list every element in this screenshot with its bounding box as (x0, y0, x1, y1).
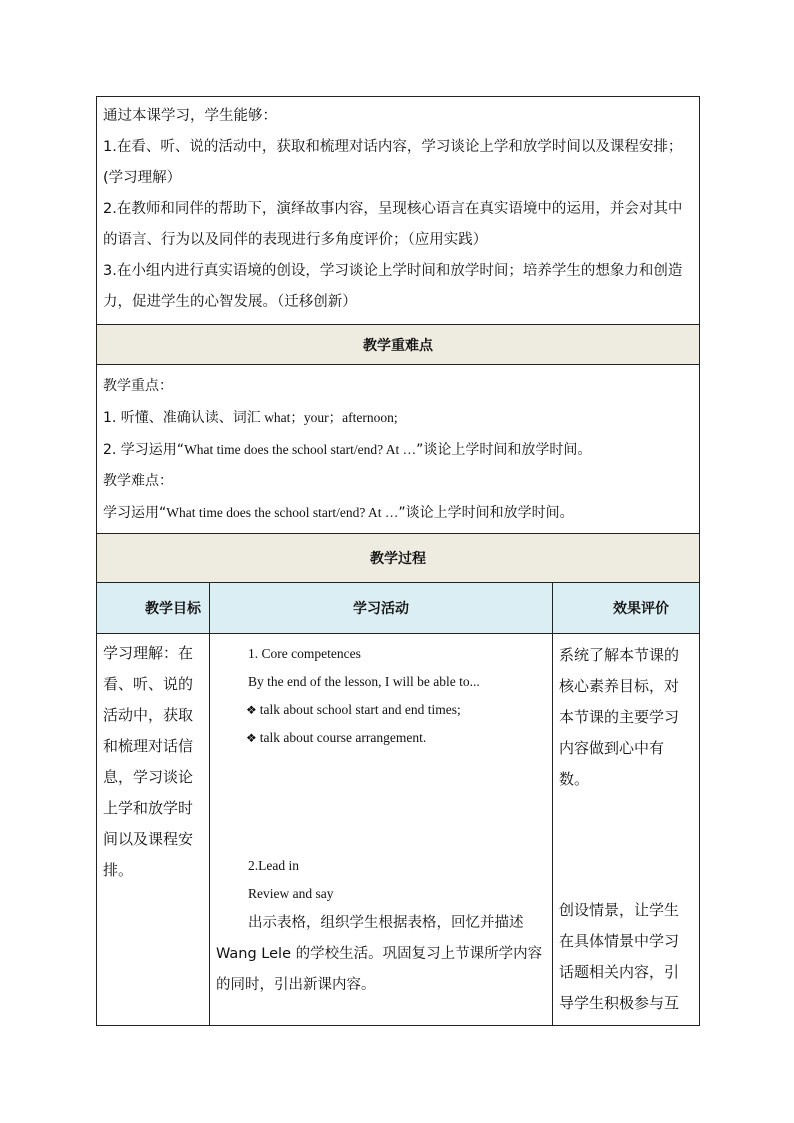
column-header-row (97, 583, 700, 634)
lead-in-subtitle: Review and say (248, 886, 334, 901)
lead-in-title: 2.Lead in (248, 858, 299, 873)
process-content-row (97, 634, 700, 1026)
difficult-points-label: 教学难点： (103, 473, 173, 489)
header-evaluation: 效果评价 (553, 583, 700, 634)
objectives-row (97, 97, 700, 325)
process-title: 教学过程 (97, 534, 700, 583)
process-header-row (97, 534, 700, 583)
difficult-point: 学习运用“What time does the school start/end? At …”谈论上学时间和放学时间。 (103, 505, 574, 521)
key-point-2: 2. 学习运用“What time does the school start/end? At …”谈论上学时间和放学时间。 (103, 442, 592, 458)
evaluation-cell (553, 634, 700, 1026)
core-competences-title: 1. Core competences (248, 646, 361, 661)
goal-cell (97, 634, 210, 1026)
evaluation-text-2: 创设情景，让学生在具体情景中学习话题相关内容，引导学生积极参与互 (559, 901, 680, 1012)
lead-in-paragraph: 出示表格，组织学生根据表格，回忆并描述 Wang Lele 的学校生活。巩固复习上节课所学内容的同时，引出新课内容。 (216, 915, 543, 993)
objective-item-1: 1.在看、听、说的活动中，获取和梳理对话内容，学习谈论上学和放学时间以及课程安排；(学习理解） (103, 139, 683, 186)
evaluation-text-1: 系统了解本节课的核心素养目标，对本节课的主要学习内容做到心中有数。 (559, 646, 680, 788)
key-difficult-cell (97, 365, 700, 534)
objectives-intro: 通过本课学习，学生能够： (103, 108, 277, 124)
objective-item-3: 3.在小组内进行真实语境的创设，学习谈论上学时间和放学时间；培养学生的想象力和创造力，促进学生的心智发展。（迁移创新） (103, 263, 683, 310)
lesson-plan-table (96, 96, 700, 1026)
bullet-item-1: ❖ talk about school start and end times; (246, 702, 461, 717)
goal-text: 学习理解：在看、听、说的活动中，获取和梳理对话信息，学习谈论上学和放学时间以及课程安排。 (103, 644, 194, 879)
key-difficult-row (97, 365, 700, 534)
objectives-cell (97, 97, 700, 325)
key-point-1: 1. 听懂、准确认读、词汇 what；your；afternoon; (103, 410, 398, 426)
lesson-plan-document (96, 96, 699, 1026)
header-activity: 学习活动 (210, 583, 553, 634)
objective-item-2: 2.在教师和同伴的帮助下，演绎故事内容，呈现核心语言在真实语境中的运用，并会对其中的语言、行为以及同伴的表现进行多角度评价；（应用实践） (103, 201, 683, 248)
activity-cell (210, 634, 553, 1026)
bullet-item-2: ❖ talk about course arrangement. (246, 730, 427, 745)
core-competences-intro: By the end of the lesson, I will be able to... (248, 674, 480, 689)
key-difficult-header-row (97, 325, 700, 365)
key-points-label: 教学重点： (103, 378, 173, 394)
diamond-bullet-icon: ❖ (246, 731, 257, 745)
key-difficult-title: 教学重难点 (97, 325, 700, 365)
diamond-bullet-icon: ❖ (246, 703, 257, 717)
header-goal: 教学目标 (97, 583, 210, 634)
